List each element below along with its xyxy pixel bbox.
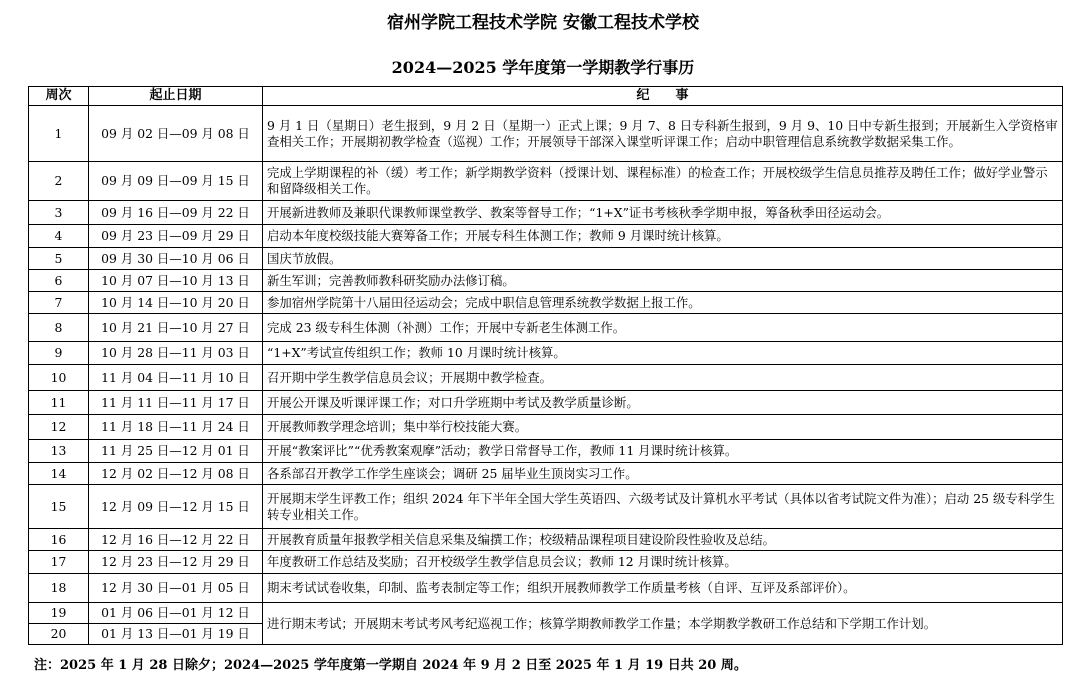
event-cell: “1+X”考试宣传组织工作；教师 10 月课时统计核算。 <box>263 342 1063 365</box>
week-cell: 6 <box>29 270 89 292</box>
week-cell: 5 <box>29 248 89 270</box>
table-row <box>29 463 1063 485</box>
week-cell: 9 <box>29 342 89 365</box>
event-cell: 开展期末学生评教工作；组织 2024 年下半年全国大学生英语四、六级考试及计算机水平考试（具体以省考试院文件为准）；启动 25 级专科学生转专业相关工作。 <box>263 485 1063 529</box>
week-cell: 11 <box>29 391 89 415</box>
date-cell: 11 月 18 日—11 月 24 日 <box>89 415 263 440</box>
week-cell: 20 <box>29 624 89 645</box>
week-cell: 13 <box>29 440 89 463</box>
event-cell: 开展教师教学理念培训；集中举行校技能大赛。 <box>263 415 1063 440</box>
event-cell: 国庆节放假。 <box>263 248 1063 270</box>
event-cell: 年度教研工作总结及奖励；召开校级学生教学信息员会议；教师 12 月课时统计核算。 <box>263 551 1063 574</box>
date-cell: 10 月 21 日—10 月 27 日 <box>89 314 263 342</box>
table-row <box>29 485 1063 529</box>
table-row <box>29 270 1063 292</box>
week-cell: 12 <box>29 415 89 440</box>
date-cell: 09 月 30 日—10 月 06 日 <box>89 248 263 270</box>
event-cell: 9 月 1 日（星期日）老生报到，9 月 2 日（星期一）正式上课；9 月 7、8 日专科新生报到，9 月 9、10 日中专新生报到；开展新生入学资格审查相关工作；开展期初教学检查（巡视）工作；开展领导干部深入课堂听评课工作；启动中职管理信息系统教学数据采集工作。 <box>263 106 1063 162</box>
event-cell: 召开期中学生教学信息员会议；开展期中教学检查。 <box>263 365 1063 391</box>
calendar-table <box>28 86 1063 645</box>
table-row <box>29 574 1063 603</box>
date-cell: 11 月 11 日—11 月 17 日 <box>89 391 263 415</box>
week-cell: 7 <box>29 292 89 314</box>
event-cell: 开展“教案评比”“优秀教案观摩”活动；教学日常督导工作，教师 11 月课时统计核算。 <box>263 440 1063 463</box>
event-cell: 完成 23 级专科生体测（补测）工作；开展中专新老生体测工作。 <box>263 314 1063 342</box>
table-row <box>29 292 1063 314</box>
week-cell: 15 <box>29 485 89 529</box>
event-cell: 进行期末考试；开展期末考试考风考纪巡视工作；核算学期教师教学工作量；本学期教学教研工作总结和下学期工作计划。 <box>263 603 1063 645</box>
date-cell: 12 月 02 日—12 月 08 日 <box>89 463 263 485</box>
table-row <box>29 342 1063 365</box>
event-cell: 参加宿州学院第十八届田径运动会；完成中职信息管理系统教学数据上报工作。 <box>263 292 1063 314</box>
header-events: 纪 事 <box>263 87 1063 106</box>
event-cell: 开展教育质量年报教学相关信息采集及编撰工作；校级精品课程项目建设阶段性验收及总结。 <box>263 529 1063 551</box>
week-cell: 16 <box>29 529 89 551</box>
date-cell: 12 月 16 日—12 月 22 日 <box>89 529 263 551</box>
table-row <box>29 314 1063 342</box>
header-week: 周次 <box>29 87 89 106</box>
event-cell: 新生军训；完善教师教科研奖励办法修订稿。 <box>263 270 1063 292</box>
date-cell: 09 月 23 日—09 月 29 日 <box>89 225 263 248</box>
week-cell: 14 <box>29 463 89 485</box>
date-cell: 11 月 04 日—11 月 10 日 <box>89 365 263 391</box>
event-cell: 启动本年度校级技能大赛筹备工作；开展专科生体测工作；教师 9 月课时统计核算。 <box>263 225 1063 248</box>
table-row <box>29 162 1063 201</box>
week-cell: 3 <box>29 201 89 225</box>
week-cell: 2 <box>29 162 89 201</box>
date-cell: 09 月 16 日—09 月 22 日 <box>89 201 263 225</box>
date-cell: 01 月 06 日—01 月 12 日 <box>89 603 263 624</box>
event-cell: 开展新进教师及兼职代课教师课堂教学、教案等督导工作；“1+X”证书考核秋季学期申报，筹备秋季田径运动会。 <box>263 201 1063 225</box>
date-cell: 11 月 25 日—12 月 01 日 <box>89 440 263 463</box>
date-cell: 10 月 28 日—11 月 03 日 <box>89 342 263 365</box>
table-row <box>29 106 1063 162</box>
date-cell: 10 月 07 日—10 月 13 日 <box>89 270 263 292</box>
date-cell: 12 月 30 日—01 月 05 日 <box>89 574 263 603</box>
page-title: 宿州学院工程技术学院 安徽工程技术学校 <box>387 13 699 33</box>
header-dates: 起止日期 <box>89 87 263 106</box>
week-cell: 8 <box>29 314 89 342</box>
date-cell: 10 月 14 日—10 月 20 日 <box>89 292 263 314</box>
week-cell: 1 <box>29 106 89 162</box>
table-row <box>29 551 1063 574</box>
week-cell: 4 <box>29 225 89 248</box>
week-cell: 18 <box>29 574 89 603</box>
table-row <box>29 391 1063 415</box>
week-cell: 17 <box>29 551 89 574</box>
week-cell: 19 <box>29 603 89 624</box>
event-cell: 开展公开课及听课评课工作；对口升学班期中考试及教学质量诊断。 <box>263 391 1063 415</box>
date-cell: 01 月 13 日—01 月 19 日 <box>89 624 263 645</box>
event-cell: 完成上学期课程的补（缓）考工作；新学期教学资料（授课计划、课程标准）的检查工作；开展校级学生信息员推荐及聘任工作；做好学业警示和留降级相关工作。 <box>263 162 1063 201</box>
week-cell: 10 <box>29 365 89 391</box>
table-row <box>29 603 1063 624</box>
page-subtitle: 2024—2025 学年度第一学期教学行事历 <box>391 58 695 77</box>
table-row <box>29 365 1063 391</box>
date-cell: 09 月 09 日—09 月 15 日 <box>89 162 263 201</box>
event-cell: 期末考试试卷收集，印制、监考表制定等工作；组织开展教师教学工作质量考核（自评、互评及系部评价）。 <box>263 574 1063 603</box>
date-cell: 12 月 09 日—12 月 15 日 <box>89 485 263 529</box>
table-row <box>29 248 1063 270</box>
table-row <box>29 440 1063 463</box>
date-cell: 09 月 02 日—09 月 08 日 <box>89 106 263 162</box>
event-cell: 各系部召开教学工作学生座谈会；调研 25 届毕业生顶岗实习工作。 <box>263 463 1063 485</box>
table-header-row <box>29 87 1063 106</box>
table-row <box>29 225 1063 248</box>
table-row <box>29 201 1063 225</box>
date-cell: 12 月 23 日—12 月 29 日 <box>89 551 263 574</box>
footnote: 注：2025 年 1 月 28 日除夕；2024—2025 学年度第一学期自 2024 年 9 月 2 日至 2025 年 1 月 19 日共 20 周。 <box>34 658 747 673</box>
table-row <box>29 415 1063 440</box>
table-row <box>29 529 1063 551</box>
